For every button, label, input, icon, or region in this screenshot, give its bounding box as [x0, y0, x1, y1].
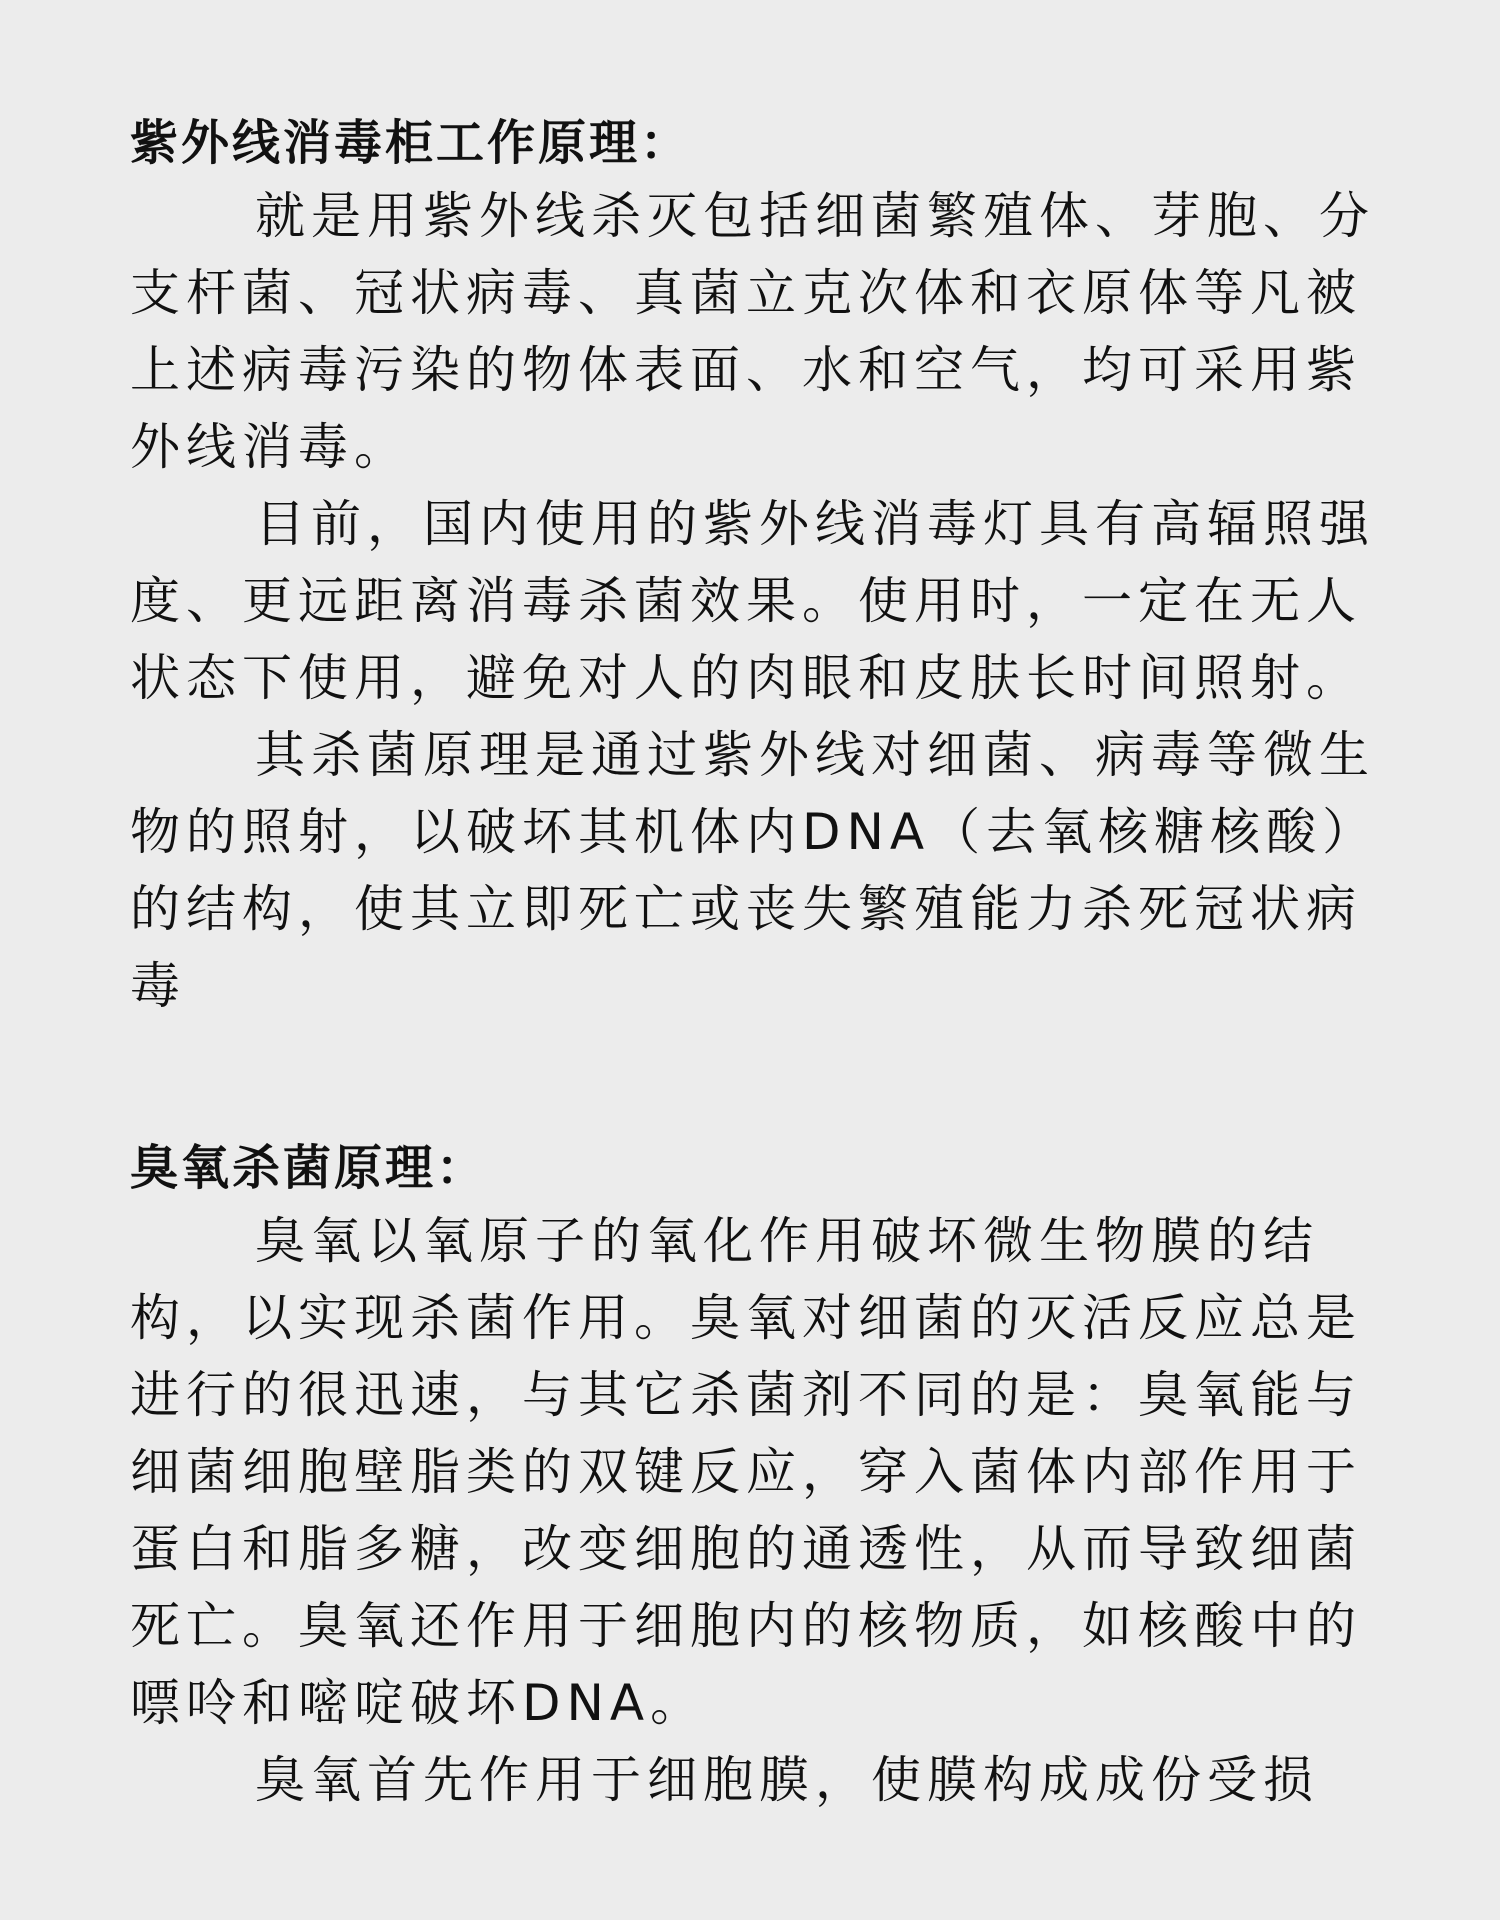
- paragraph: 臭氧首先作用于细胞膜，使膜构成成份受损: [255, 1751, 1319, 1809]
- section-spacer: [130, 1025, 1380, 1133]
- paragraph: 目前，国内使用的紫外线消毒灯具有高辐照强度、更远距离消毒杀菌效果。使用时，一定在无人状态下使用，避免对人的肉眼和皮肤长时间照射。: [130, 495, 1375, 707]
- section-heading: 紫外线消毒柜工作原理：: [130, 115, 692, 171]
- paragraph: 其杀菌原理是通过紫外线对细菌、病毒等微生物的照射，以破坏其机体内DNA（去氧核糖核酸）的结构，使其立即死亡或丧失繁殖能力杀死冠状病毒: [130, 726, 1379, 1015]
- section-uv-principle: [130, 108, 1380, 1025]
- section-ozone-principle: [130, 1133, 1380, 1819]
- article-body: [130, 108, 1380, 1819]
- section-heading: 臭氧杀菌原理：: [130, 1140, 488, 1196]
- paragraph: 就是用紫外线杀灭包括细菌繁殖体、芽胞、分支杆菌、冠状病毒、真菌立克次体和衣原体等凡被上述病毒污染的物体表面、水和空气，均可采用紫外线消毒。: [130, 187, 1375, 476]
- paragraph: 臭氧以氧原子的氧化作用破坏微生物膜的结构，以实现杀菌作用。臭氧对细菌的灭活反应总是进行的很迅速，与其它杀菌剂不同的是：臭氧能与细菌细胞壁脂类的双键反应，穿入菌体内部作用于蛋白和脂多糖，改变细胞的通透性，从而导致细菌死亡。臭氧还作用于细胞内的核物质，如核酸中的嘌呤和嘧啶破坏DNA。: [130, 1212, 1362, 1732]
